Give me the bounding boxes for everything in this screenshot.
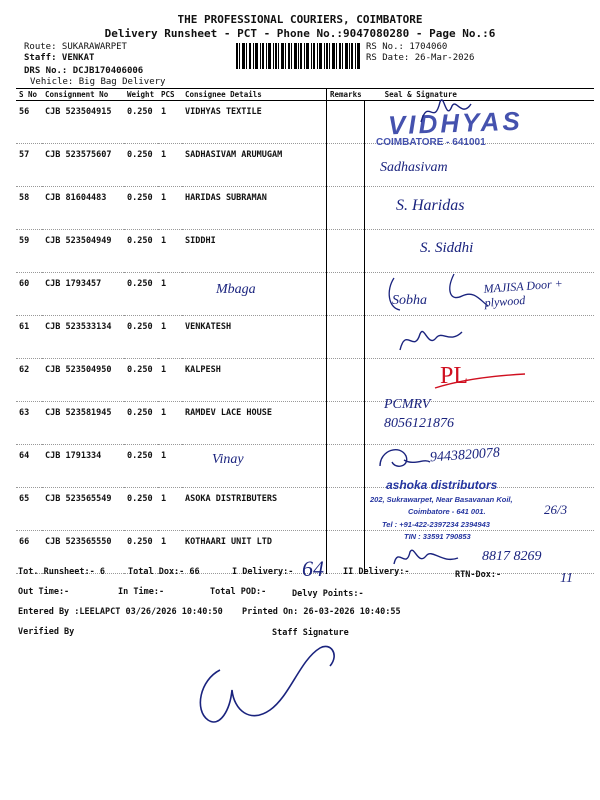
signature-64 — [374, 440, 434, 476]
cell-weight: 0.250 — [124, 359, 158, 402]
col-sno: S No — [16, 89, 42, 101]
cell-pcs: 1 — [158, 445, 182, 488]
signature-63: PCMRV — [384, 397, 431, 412]
table-header-row — [16, 89, 594, 101]
signature-62-stroke — [430, 366, 530, 396]
rtn-dox-value: 11 — [560, 571, 573, 586]
cell-remarks — [327, 445, 365, 488]
cell-consignee — [182, 445, 327, 488]
document-subtitle: Delivery Runsheet - PCT - Phone No.:9047080280 - Page No.:6 — [104, 27, 496, 40]
note-60: MAJISA Door + plywood — [483, 276, 564, 310]
i-delivery-value: 64 — [302, 556, 324, 581]
signature-58: S. Haridas — [396, 197, 465, 214]
signature-60-scribble — [384, 270, 494, 315]
cell-consignment: CJB 1791334 — [42, 445, 124, 488]
cell-pcs: 1 — [158, 531, 182, 574]
cell-remarks — [327, 402, 365, 445]
cell-consignment: CJB 523504950 — [42, 359, 124, 402]
signature-57: Sadhasivam — [380, 160, 448, 175]
cell-remarks — [327, 230, 365, 273]
stamp-asoka-tel: Tel : +91-422-2397234 2394943 — [382, 520, 490, 529]
stamp-asoka-name: ashoka distributors — [386, 478, 498, 492]
cell-pcs: 1 — [158, 316, 182, 359]
cell-weight: 0.250 — [124, 316, 158, 359]
rs-no-label: RS No.: 1704060 — [366, 42, 448, 52]
cell-consignment: CJB 523504915 — [42, 101, 124, 144]
cell-pcs: 1 — [158, 230, 182, 273]
cell-pcs: 1 — [158, 488, 182, 531]
table-row — [16, 187, 594, 230]
cell-pcs: 1 — [158, 402, 182, 445]
table-row — [16, 445, 594, 488]
table-row — [16, 316, 594, 359]
cell-consignment: CJB 523581945 — [42, 402, 124, 445]
cell-sno: 65 — [16, 488, 42, 531]
cell-pcs: 1 — [158, 101, 182, 144]
cell-seal-signature — [365, 230, 594, 273]
stamp-asoka-addr1: 202, Sukrawarpet, Near Basavanan Koil, — [370, 495, 513, 504]
in-time: In Time:- — [118, 587, 165, 597]
out-time: Out Time:- — [18, 587, 70, 597]
cell-remarks — [327, 316, 365, 359]
cell-consignee: VIDHYAS TEXTILE — [182, 101, 327, 144]
cell-consignee: SIDDHI — [182, 230, 327, 273]
cell-weight: 0.250 — [124, 230, 158, 273]
cell-consignment: CJB 1793457 — [42, 273, 124, 316]
phone-66: 8817 8269 — [482, 549, 542, 564]
cell-pcs: 1 — [158, 359, 182, 402]
cell-remarks — [327, 101, 365, 144]
cell-weight: 0.250 — [124, 273, 158, 316]
cell-sno: 56 — [16, 101, 42, 144]
cell-weight: 0.250 — [124, 101, 158, 144]
signature-56 — [416, 92, 476, 132]
cell-consignee: VENKATESH — [182, 316, 327, 359]
table-row — [16, 144, 594, 187]
cell-consignment: CJB 523533134 — [42, 316, 124, 359]
cell-consignment: CJB 81604483 — [42, 187, 124, 230]
col-remarks: Remarks — [327, 89, 365, 101]
cell-pcs: 1 — [158, 144, 182, 187]
cell-consignee: RAMDEV LACE HOUSE — [182, 402, 327, 445]
cell-consignee: ASOKA DISTRIBUTERS — [182, 488, 327, 531]
table-row — [16, 402, 594, 445]
verified-by: Verified By — [18, 627, 75, 637]
cell-weight: 0.250 — [124, 402, 158, 445]
staff-signature-mark — [190, 640, 350, 740]
vehicle-label: Vehicle: Big Bag Delivery — [30, 77, 166, 87]
signature-62: PL — [440, 363, 469, 389]
cell-sno: 59 — [16, 230, 42, 273]
cell-remarks — [327, 144, 365, 187]
cell-remarks — [327, 488, 365, 531]
cell-consignee: SADHASIVAM ARUMUGAM — [182, 144, 327, 187]
cell-sno: 66 — [16, 531, 42, 574]
cell-sno: 57 — [16, 144, 42, 187]
cell-consignee: HARIDAS SUBRAMAN — [182, 187, 327, 230]
cell-remarks — [327, 273, 365, 316]
cell-sno: 58 — [16, 187, 42, 230]
stamp-vidhyas-city: COIMBATORE - 641001 — [376, 137, 486, 148]
drs-label: DRS No.: DCJB170406006 — [24, 66, 144, 76]
cell-sno: 63 — [16, 402, 42, 445]
cell-sno: 64 — [16, 445, 42, 488]
cell-consignee: KALPESH — [182, 359, 327, 402]
table-row — [16, 488, 594, 531]
cell-weight: 0.250 — [124, 144, 158, 187]
stamp-date: 26/3 — [544, 502, 568, 517]
delvy-points: Delvy Points:- — [292, 589, 364, 599]
signature-64-consignee: Vinay — [212, 452, 244, 467]
signature-60: Sobha — [392, 293, 427, 308]
printed-on: Printed On: 26-03-2026 10:40:55 — [242, 607, 401, 617]
cell-consignment: CJB 523504949 — [42, 230, 124, 273]
col-seal: Seal & Signature — [365, 89, 594, 101]
stamp-asoka-addr2: Coimbatore - 641 001. — [408, 507, 486, 516]
document-title: THE PROFESSIONAL COURIERS, COIMBATORE — [177, 13, 423, 26]
cell-weight: 0.250 — [124, 531, 158, 574]
rs-date-label: RS Date: 26-Mar-2026 — [366, 53, 475, 63]
total-pod: Total POD:- — [210, 587, 267, 597]
signature-59: S. Siddhi — [420, 240, 474, 256]
cell-remarks — [327, 359, 365, 402]
signature-66 — [388, 540, 468, 576]
ii-delivery: II Delivery:- — [343, 567, 410, 577]
col-pcs: PCS — [158, 89, 182, 101]
phone-64: 9443820078 — [429, 445, 501, 466]
staff-signature: Staff Signature — [272, 628, 349, 638]
total-dox: Total Dox:- 66 — [128, 567, 200, 577]
cell-pcs: 1 — [158, 273, 182, 316]
i-delivery: I Delivery:- — [232, 567, 294, 577]
barcode — [236, 43, 360, 69]
cell-consignee: KOTHAARI UNIT LTD — [182, 531, 327, 574]
cell-sno: 60 — [16, 273, 42, 316]
phone-63: 8056121876 — [384, 416, 454, 431]
entered-by: Entered By :LEELAPCT 03/26/2026 10:40:50 — [18, 607, 223, 617]
cell-sno: 62 — [16, 359, 42, 402]
cell-consignment: CJB 523565549 — [42, 488, 124, 531]
stamp-asoka-tin: TIN : 33591 790853 — [404, 532, 471, 541]
col-consignment: Consignment No — [42, 89, 124, 101]
cell-sno: 61 — [16, 316, 42, 359]
cell-weight: 0.250 — [124, 488, 158, 531]
staff-label: Staff: VENKAT — [24, 53, 95, 63]
cell-weight: 0.250 — [124, 445, 158, 488]
cell-consignment: CJB 523575607 — [42, 144, 124, 187]
rtn-dox: RTN-Dox:- — [455, 570, 502, 580]
tot-runsheet: Tot. Runsheet:- 6 — [18, 567, 105, 577]
cell-remarks — [327, 187, 365, 230]
table-row — [16, 230, 594, 273]
route-label: Route: SUKARAWARPET — [24, 42, 127, 52]
col-weight: Weight — [124, 89, 158, 101]
signature-61 — [392, 320, 472, 360]
signature-60-consignee: Mbaga — [216, 282, 256, 297]
cell-weight: 0.250 — [124, 187, 158, 230]
cell-consignment: CJB 523565550 — [42, 531, 124, 574]
cell-pcs: 1 — [158, 187, 182, 230]
col-consignee: Consignee Details — [182, 89, 327, 101]
stamp-vidhyas-name: VIDHYAS — [387, 105, 524, 141]
